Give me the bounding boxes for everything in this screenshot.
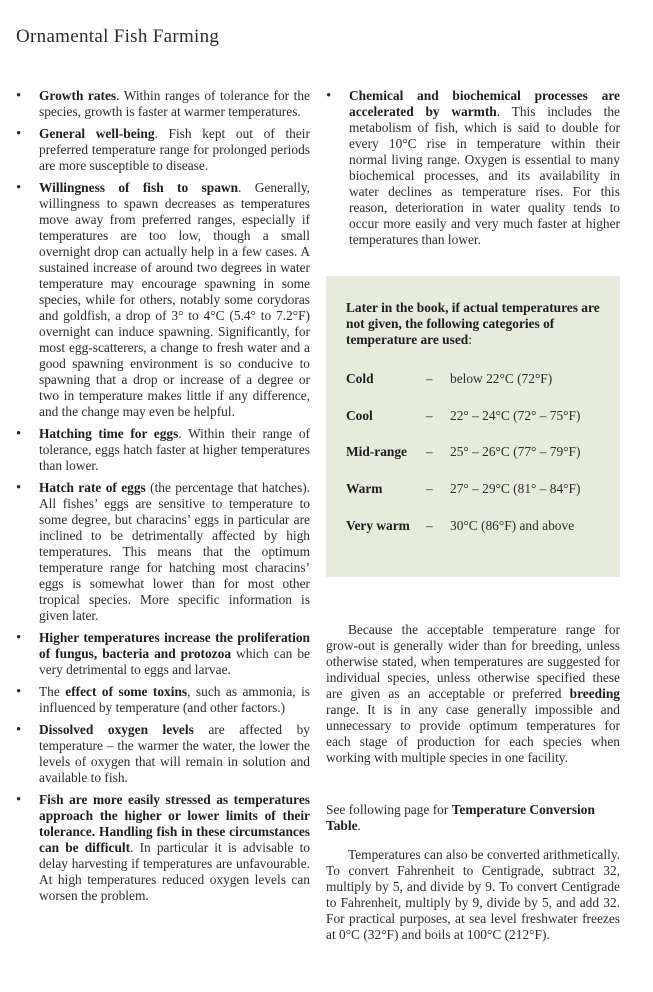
paragraph-text: . (357, 818, 361, 833)
right-column (326, 88, 620, 254)
paragraph-text: range. It is in any case generally impossible and unnecessary to provide optimum temperatures for each stage of production for each species when working with multiple species in one facility. (326, 702, 620, 765)
bullet-text: The (39, 684, 66, 699)
category-label: Cold (346, 371, 374, 386)
bullet-term: Hatching time for eggs (39, 426, 179, 441)
bullet-text: . Generally, willingness to spawn decreases as temperatures move away from preferred ranges, especially if temperatures are too low, though a small overnight drop can actually help in a few cases. A sustained increase of around two degrees in water temperature may encourage spawning in some species, while for others, notably some corydoras and goldfish, a drop of 3° to 4°C (5.4° to 7.2°F) overnight can induce spawning. Significantly, for most egg-scatterers, a change to fresh water and a good spawning environment is so conducive to spawning that a drop or increase of a degree or two in temperature makes little if any difference, and the change may even be helpful. (39, 180, 311, 419)
conversion-table-reference (326, 802, 620, 834)
list-item (16, 722, 310, 786)
dash-separator: – (426, 444, 433, 459)
bullet-term: Fish are more easily stressed as temperatures approach the higher or lower limits of their tolerance. Handling fish in these circumstances can be difficult (39, 792, 310, 855)
bullet-text: . This includes the metabolism of fish, which is said to double for every 10°C rise in temperature within their normal living range. Oxygen is essential to many biochemical processes, and its availability in water declines as temperature rises. For this reason, deterioration in water quality tends to occur more easily and very much faster at higher temperatures than lower. (349, 104, 620, 247)
bullet-term: Willingness of fish to spawn (39, 180, 239, 195)
dash-separator: – (426, 481, 433, 496)
list-item (16, 180, 310, 420)
bullet-term: Chemical and biochemical processes are accelerated by warmth (349, 88, 620, 119)
bullet-term: Hatch rate of eggs (39, 480, 146, 495)
range-value: 27° – 29°C (81° – 84°F) (450, 481, 581, 496)
bullet-text: . Within their range of tolerance, eggs hatch faster at higher temperatures than lower. (39, 426, 310, 473)
list-item (16, 684, 310, 716)
bullet-text: which can be very detrimental to eggs and larvae. (39, 646, 310, 677)
list-item (16, 630, 310, 678)
list-item (16, 88, 310, 120)
range-value: 30°C (86°F) and above (450, 518, 575, 533)
paragraph-bold: breeding (569, 686, 620, 701)
dash-separator: – (426, 408, 433, 423)
temperature-categories-box (326, 276, 620, 577)
bullet-text: . In particular it is advisable to delay harvesting if temperatures are unfavourable. At high temperatures reduced oxygen levels can worsen the problem. (39, 840, 310, 903)
bullet-term: General well-being (39, 126, 155, 141)
page-header: Ornamental Fish Farming (16, 26, 220, 47)
bullet-text: , such as ammonia, is influenced by temperature (and other factors.) (39, 684, 311, 715)
factor-list (16, 88, 310, 904)
box-intro-colon: : (468, 332, 472, 347)
dash-separator: – (426, 371, 433, 386)
bullet-term: Dissolved oxygen levels (39, 722, 194, 737)
category-label: Cool (346, 408, 373, 423)
breeding-range-paragraph (326, 622, 620, 766)
category-label: Mid-range (346, 444, 407, 459)
bullet-term: effect of some toxins (65, 684, 188, 699)
category-label: Warm (346, 481, 383, 496)
left-column (16, 88, 310, 910)
list-item (326, 88, 620, 248)
list-item (16, 126, 310, 174)
bullet-text: . Within ranges of tolerance for the species, growth is faster at warmer temperatures. (39, 88, 310, 119)
paragraph-text: Because the acceptable temperature range for grow-out is generally wider than for breeding, unless otherwise stated, when temperatures are suggested for individual species, unless otherwise specified these are given as an acceptable or preferred (326, 622, 620, 701)
box-intro-text: Later in the book, if actual temperatures are not given, the following categories of temperature are used (346, 300, 600, 347)
list-item (16, 480, 310, 624)
box-intro (346, 300, 608, 348)
bullet-text: (the percentage that hatches). All fishes’ eggs are sensitive to temperature to some degree, but characins’ eggs in particular are inclined to be detrimentally affected by high temperatures. This means that the optimum temperature range for hatching most characins’ eggs is somewhat lower than for most other tropical species. More specific information is given later. (39, 480, 311, 623)
conversion-paragraph: Temperatures can also be converted arithmetically. To convert Fahrenheit to Centigrade, subtract 32, multiply by 5, and divide by 9. To convert Centigrade to Fahrenheit, multiply by 9, divide by 5, and add 32. For practical purposes, at sea level freshwater freezes at 0°C (32°F) and boils at 100°C (212°F). (326, 847, 620, 942)
range-value: 25° – 26°C (77° – 79°F) (450, 444, 581, 459)
dash-separator: – (426, 518, 433, 533)
bullet-term: Higher temperatures increase the proliferation of fungus, bacteria and protozoa (39, 630, 310, 661)
list-item (16, 792, 310, 904)
bullet-text: . Fish kept out of their preferred temperature range for prolonged periods are more susceptible to disease. (39, 126, 310, 173)
list-item (16, 426, 310, 474)
factor-list-continued (326, 88, 620, 248)
paragraph-text: See following page for (326, 802, 452, 817)
bullet-text: are affected by temperature – the warmer the water, the lower the levels of oxygen that will remain in solution and available to fish. (39, 722, 310, 785)
category-label: Very warm (346, 518, 410, 533)
range-value: 22° – 24°C (72° – 75°F) (450, 408, 581, 423)
conversion-table-link: Temperature Conversion Table (326, 802, 595, 833)
range-value: below 22°C (72°F) (450, 371, 553, 386)
bullet-term: Growth rates (39, 88, 117, 103)
